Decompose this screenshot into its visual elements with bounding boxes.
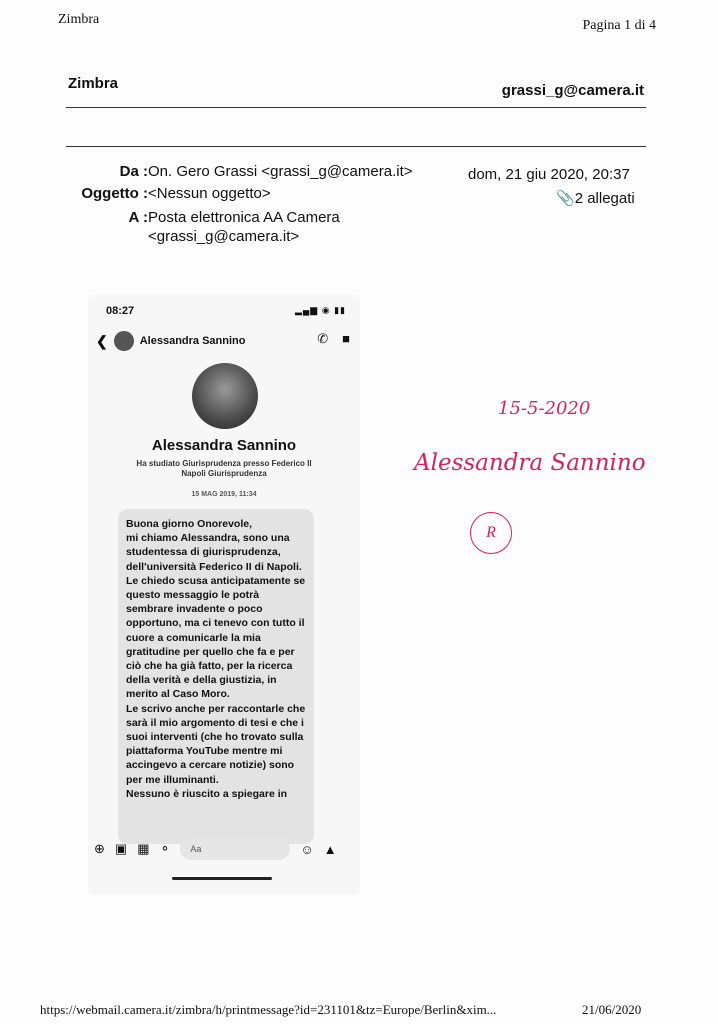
subject-value: <Nessun oggetto>	[148, 185, 271, 202]
camera-icon[interactable]: ▣	[114, 841, 128, 856]
mail-date: dom, 21 giu 2020, 20:37	[468, 166, 630, 183]
status-time: 08:27	[106, 305, 135, 317]
avatar[interactable]	[114, 331, 134, 351]
handwritten-date: 15-5-2020	[498, 398, 591, 419]
phone-screenshot	[88, 295, 360, 895]
profile-name: Alessandra Sannino	[151, 437, 297, 454]
initials-stamp	[470, 512, 512, 554]
divider-bottom	[66, 146, 646, 147]
message-date: 15 MAG 2019, 11:34	[191, 491, 257, 498]
attachments-label: 2 allegati	[574, 190, 635, 207]
paperclip-icon: 📎	[556, 190, 575, 207]
to-value-line1: Posta elettronica AA Camera	[148, 209, 340, 226]
profile-photo	[192, 363, 258, 429]
message-bubble	[118, 509, 314, 844]
print-footer-url: https://webmail.camera.it/zimbra/h/printmessage?id=231101&tz=Europe/Berlin&xim...	[40, 1002, 497, 1017]
from-label: Da :	[119, 163, 148, 180]
status-icons	[295, 305, 346, 316]
mail-account: grassi_g@camera.it	[501, 82, 644, 99]
phone-icon[interactable]: ✆	[317, 331, 329, 346]
to-value-line2: <grassi_g@camera.it>	[148, 228, 300, 245]
battery-icon: ▮▮	[334, 305, 346, 315]
attachments[interactable]	[556, 189, 635, 207]
home-indicator	[172, 877, 272, 880]
print-header-page: Pagina 1 di 4	[582, 18, 656, 33]
initials-text: R	[486, 524, 496, 541]
emoji-icon[interactable]: ☺	[300, 841, 314, 857]
wifi-icon: ◉	[321, 305, 331, 315]
from-value: On. Gero Grassi <grassi_g@camera.it>	[148, 163, 413, 180]
signal-icon: ▂▄▆	[294, 305, 319, 315]
like-icon[interactable]: ▲	[323, 841, 337, 857]
plus-icon[interactable]: ⊕	[94, 841, 105, 856]
contact-name[interactable]: Alessandra Sannino	[139, 335, 246, 347]
mail-app-title: Zimbra	[68, 75, 119, 92]
composer-bar	[88, 832, 360, 866]
print-footer-date: 21/06/2020	[582, 1002, 642, 1017]
to-label: A :	[128, 209, 148, 226]
subject-label: Oggetto :	[81, 185, 148, 202]
message-text: Buona giorno Onorevole, mi chiamo Alessandra, sono una studentessa di giurisprudenza, dell'università Federico II di Napoli. Le chiedo scusa anticipatamente se questo messaggio le potrà sembrare invadente o poco opportuno, ma ci tenevo con tutto il cuore a comunicarle la mia gratitudine per quello che fa e per ciò che ha già fatto, per la ricerca della verità e della giustizia, in merito al Caso Moro. Le scrivo anche per raccontarle che sarà il mio argomento di tesi e che i suoi interventi (che ho trovato sulla piattaforma YouTube mentre mi accingevo a cercare notizie) sono per me illuminanti. Nessuno è riuscito a spiegare in	[126, 518, 306, 800]
mic-icon[interactable]: ⚬	[159, 841, 171, 856]
chat-header	[96, 329, 246, 353]
video-icon[interactable]: ■	[342, 331, 350, 346]
handwritten-signature: Alessandra Sannino	[414, 450, 646, 476]
message-input[interactable]: Aa	[180, 838, 290, 860]
print-header-app: Zimbra	[58, 12, 100, 27]
profile-info: Ha studiato Giurisprudenza presso Federico II Napoli Giurisprudenza	[136, 459, 312, 479]
divider-top	[66, 107, 646, 108]
call-actions	[317, 331, 350, 347]
image-icon[interactable]: ▦	[137, 841, 150, 856]
back-icon[interactable]: ❮	[96, 332, 108, 349]
